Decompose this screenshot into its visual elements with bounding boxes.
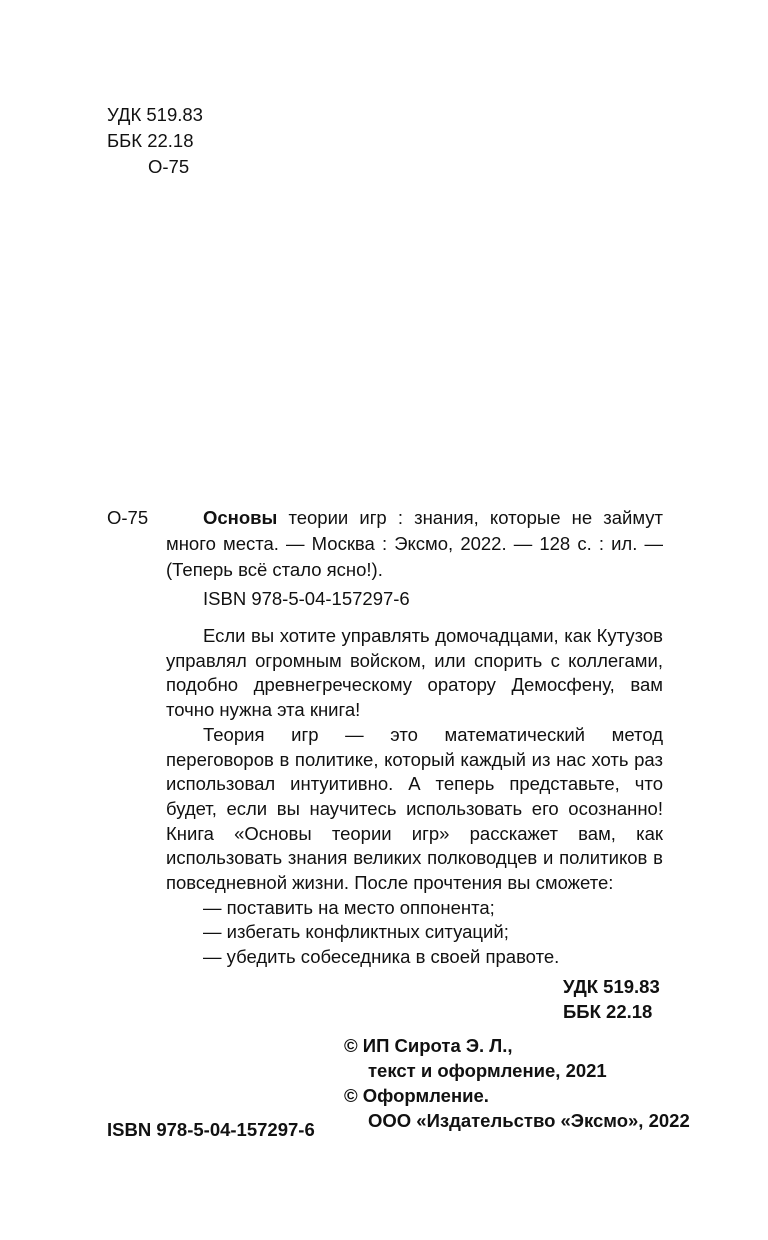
record-title-bold: Основы — [203, 507, 278, 528]
annotation-paragraph: Теория игр — это математический метод переговоров в политике, который каждый из нас хоть раз использовал интуитивно. А теперь представьте, что будет, если вы научитесь использовать его осознанно! Книга «Основы теории игр» расскажет вам, как использовать знания великих полководцев и политиков в повседневной жизни. После прочтения вы сможете: — [166, 723, 663, 894]
isbn-bottom: ISBN 978-5-04-157297-6 — [107, 1119, 315, 1140]
copyright-block — [344, 1033, 690, 1133]
annotation-list-item: — избегать конфликтных ситуаций; — [203, 921, 509, 943]
udk-code: УДК 519.83 — [563, 976, 660, 997]
bbk-code: ББК 22.18 — [107, 130, 194, 151]
record-author-sign: О-75 — [107, 507, 149, 528]
annotation-list-item: — поставить на место оппонента; — [203, 896, 495, 918]
copyright-line: текст и оформление, 2021 — [368, 1060, 607, 1081]
record-isbn: ISBN 978-5-04-157297-6 — [203, 588, 410, 609]
bbk-code: ББК 22.18 — [563, 1001, 653, 1022]
annotation-paragraph: Если вы хотите управлять домочадцами, как Кутузов управлял огромным войском, или спорить с коллегами, подобно древнегреческому оратору Демосфену, вам точно нужна эта книга! — [166, 625, 663, 721]
annotation — [166, 624, 663, 970]
udk-code: УДК 519.83 — [107, 104, 203, 125]
annotation-list-item: — убедить собеседника в своей правоте. — [203, 946, 560, 968]
copyright-line: © ИП Сирота Э. Л., — [344, 1035, 513, 1056]
top-classification — [107, 102, 203, 180]
bibliographic-record — [166, 505, 663, 583]
copyright-line: © Оформление. — [344, 1085, 489, 1106]
bottom-classification — [563, 974, 660, 1024]
copyright-line: ООО «Издательство «Эксмо», 2022 — [368, 1110, 690, 1131]
record-description: теории игр : знания, которые не займут много места. — Москва : Эксмо, 2022. — 128 с. : ил. — (Теперь всё стало ясно!). — [166, 507, 663, 580]
author-sign: О-75 — [148, 156, 190, 177]
